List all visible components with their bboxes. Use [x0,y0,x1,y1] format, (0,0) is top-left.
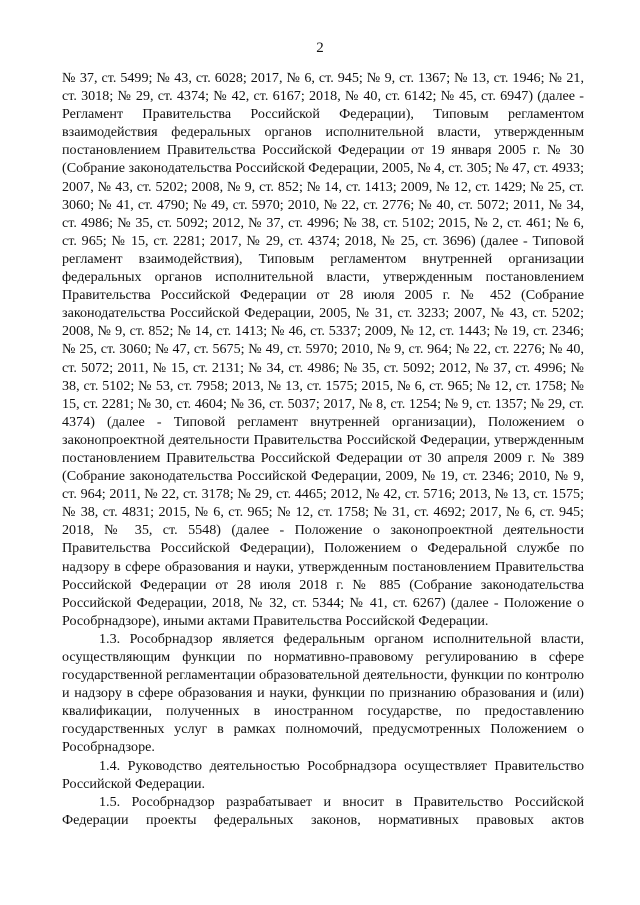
paragraph-1-5: 1.5. Рособрнадзор разрабатывает и вносит в Правительство Российской Федерации проекты федеральных законов, нормативных правовых актов [62,793,584,828]
paragraph-1-2-continuation: № 37, ст. 5499; № 43, ст. 6028; 2017, № 6, ст. 945; № 9, ст. 1367; № 13, ст. 1946; № 21, ст. 3018; № 29, ст. 4374; № 42, ст. 6167; 2018, № 40, ст. 6142; № 45, ст. 6947) (далее - Регламент Правительства Российской Федерации), Типовым регламентом взаимодействия федеральных органов исполнительной власти, утвержденным постановлением Правительства Российской Федерации от 19 января 2005 г. № 30 (Собрание законодательства Российской Федерации, 2005, № 4, ст. 305; № 47, ст. 4933; 2007, № 43, ст. 5202; 2008, № 9, ст. 852; № 14, ст. 1413; 2009, № 12, ст. 1429; № 25, ст. 3060; № 41, ст. 4790; № 49, ст. 5970; 2010, № 22, ст. 2776; № 40, ст. 5072; 2011, № 34, ст. 4986; № 35, ст. 5092; 2012, № 37, ст. 4996; № 38, ст. 5102; 2015, № 2, ст. 461; № 6, ст. 965; № 15, ст. 2281; 2017, № 29, ст. 4374; 2018, № 25, ст. 3696) (далее - Типовой регламент взаимодействия), Типовым регламентом внутренней организации федеральных органов исполнительной власти, утвержденным постановлением Правительства Российской Федерации от 28 июля 2005 г. № 452 (Собрание законодательства Российской Федерации, 2005, № 31, ст. 3233; 2007, № 43, ст. 5202; 2008, № 9, ст. 852; № 14, ст. 1413; № 46, ст. 5337; 2009, № 12, ст. 1443; № 19, ст. 2346; № 25, ст. 3060; № 47, ст. 5675; № 49, ст. 5970; 2010, № 9, ст. 964; № 22, ст. 2276; № 40, ст. 5072; 2011, № 15, ст. 2131; № 34, ст. 4986; № 35, ст. 5092; 2012, № 37, ст. 4996; № 38, ст. 5102; № 53, ст. 7958; 2013, № 13, ст. 1575; 2015, № 6, ст. 965; № 12, ст. 1758; № 15, ст. 2281; № 30, ст. 4604; № 36, ст. 5037; 2017, № 8, ст. 1254; № 9, ст. 1357; № 29, ст. 4374) (далее - Типовой регламент внутренней организации), Положением о законопроектной деятельности Правительства Российской Федерации, утвержденным постановлением Правительства Российской Федерации от 30 апреля 2009 г. № 389 (Собрание законодательства Российской Федерации, 2009, № 19, ст. 2346; 2010, № 9, ст. 964; 2011, № 22, ст. 3178; № 29, ст. 4465; 2012, № 42, ст. 5716; 2013, № 13, ст. 1575; № 38, ст. 4831; 2015, № 6, ст. 965; № 12, ст. 1758; № 31, ст. 4692; 2017, № 6, ст. 945; 2018, № 35, ст. 5548) (далее - Положение о законопроектной деятельности Правительства Российской Федерации), Положением о Федеральной службе по надзору в сфере образования и науки, утвержденным постановлением Правительства Российской Федерации от 28 июля 2018 г. № 885 (Собрание законодательства Российской Федерации, 2018, № 32, ст. 5344; № 41, ст. 6267) (далее - Положение о Рособрнадзоре), иными актами Правительства Российской Федерации. [62,70,584,629]
document-body [62,69,584,829]
paragraph-1-3: 1.3. Рособрнадзор является федеральным органом исполнительной власти, осуществляющим функции по нормативно-правовому регулированию в сфере государственной регламентации образовательной деятельности, функции по контролю и надзору в сфере образования и науки, функции по признанию образования и (или) квалификации, полученных в иностранном государстве, по предоставлению государственных услуг в рамках полномочий, предусмотренных Положением о Рособрнадзоре. [62,630,584,756]
page-number: 2 [316,40,324,56]
paragraph-1-4: 1.4. Руководство деятельностью Рособрнадзора осуществляет Правительство Российской Федерации. [62,757,584,792]
